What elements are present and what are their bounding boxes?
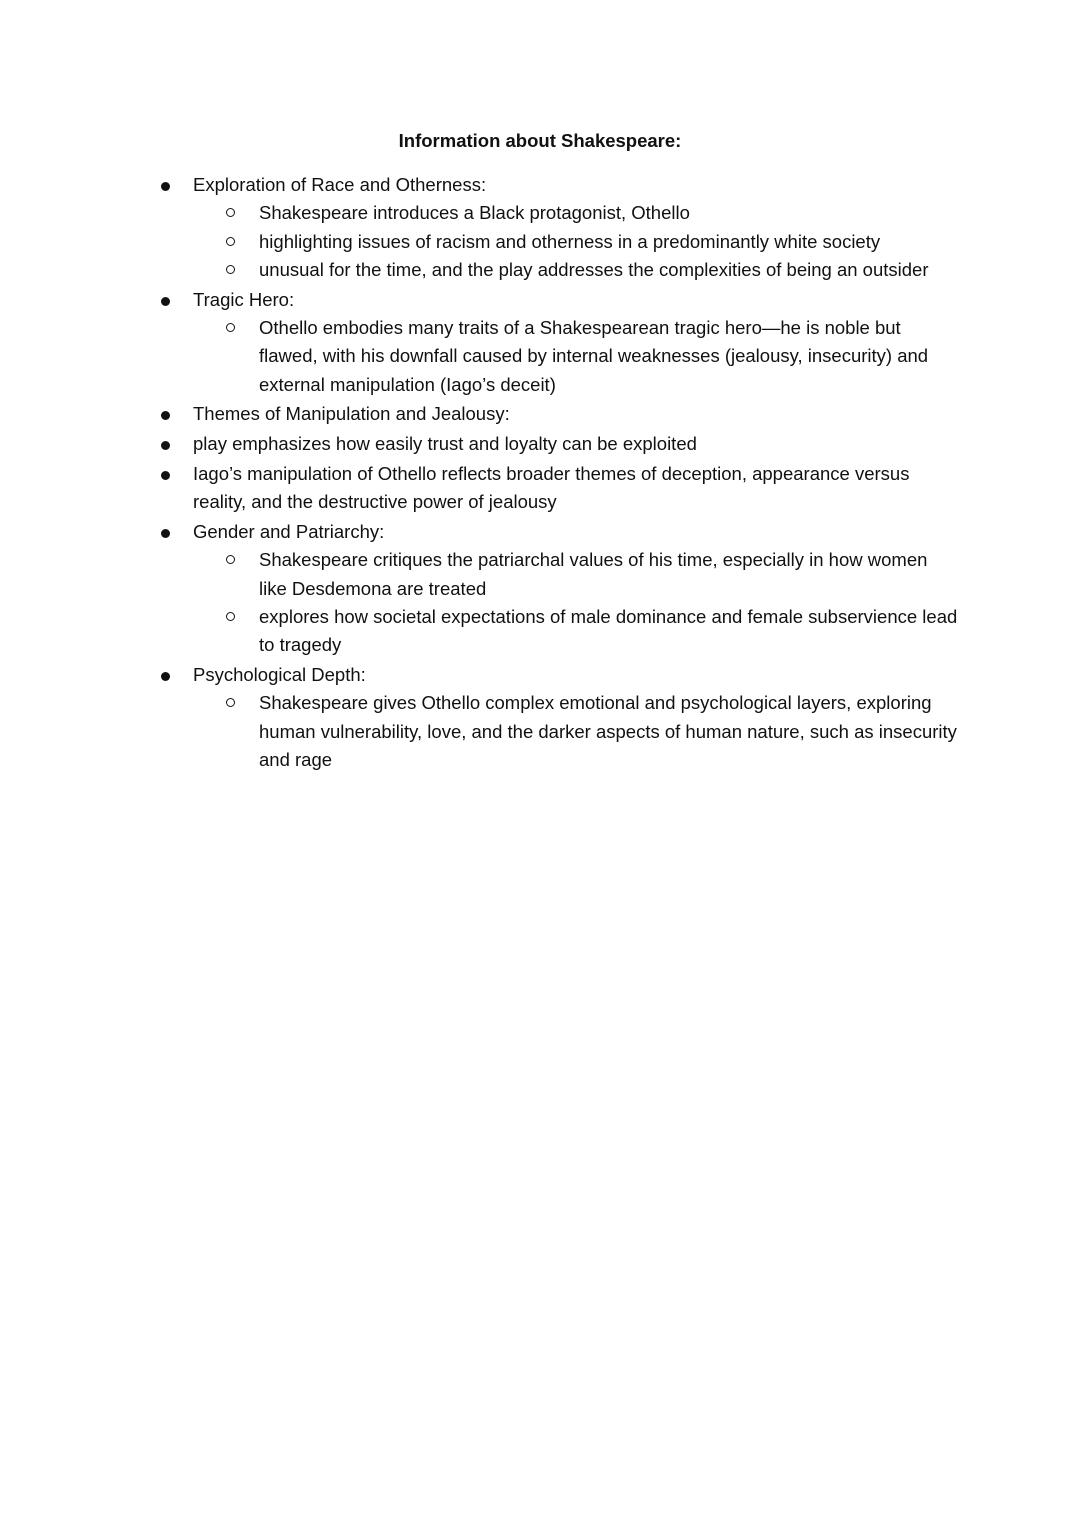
bullet-icon [161,471,170,480]
sub-list-item-text: Shakespeare introduces a Black protagonist, Othello [259,202,690,224]
list-item [0,171,963,284]
hollow-circle-bullet-icon [226,612,235,621]
sub-list-item-text: Shakespeare critiques the patriarchal values of his time, especially in how women like Desdemona are treated [259,549,928,599]
hollow-circle-bullet-icon [226,237,235,246]
list-item-text: Iago’s manipulation of Othello reflects broader themes of deception, appearance versus reality, and the destructive power of jealousy [193,462,910,513]
sub-list-item [0,256,959,284]
bullet-icon [161,441,170,450]
sub-list-item [0,199,959,227]
bullet-icon [161,529,170,538]
sub-list-item [0,228,959,256]
hollow-circle-bullet-icon [226,323,235,332]
sub-list-item [0,314,959,399]
bullet-list [0,171,1080,776]
list-item-text: play emphasizes how easily trust and loyalty can be exploited [193,433,697,455]
list-item-text: Psychological Depth: [193,664,366,686]
list-item-text: Tragic Hero: [193,288,295,310]
sub-list-item-text: highlighting issues of racism and otherness in a predominantly white society [259,230,881,252]
list-item-text: Exploration of Race and Otherness: [193,174,487,195]
list-item [0,661,963,774]
list-item [0,460,963,517]
sub-list-item-text: unusual for the time, and the play addresses the complexities of being an outsider [259,258,929,280]
sub-list-item-text: explores how societal expectations of male dominance and female subservience lead to tragedy [259,605,958,656]
list-item-text: Gender and Patriarchy: [193,521,385,543]
sub-list-item [0,603,959,660]
list-item-text: Themes of Manipulation and Jealousy: [193,403,510,425]
bullet-icon [161,182,170,191]
sub-list-item [0,689,959,774]
hollow-circle-bullet-icon [226,698,235,707]
bullet-icon [161,297,170,306]
sub-list [193,546,963,659]
hollow-circle-bullet-icon [226,555,235,564]
list-item [0,286,963,399]
sub-list-item-text: Othello embodies many traits of a Shakespearean tragic hero—he is noble but flawed, with his downfall caused by internal weaknesses (jealousy, insecurity) and external manipulation (Iago’s deceit) [259,316,929,395]
sub-list [193,689,963,774]
bullet-icon [161,411,170,420]
hollow-circle-bullet-icon [226,265,235,274]
list-item [0,430,963,458]
list-item [0,400,963,428]
hollow-circle-bullet-icon [226,208,235,217]
sub-list-item [0,546,959,603]
list-item [0,518,963,659]
document-title: Information about Shakespeare: [398,130,682,151]
sub-list [193,314,963,399]
sub-list-item-text: Shakespeare gives Othello complex emotional and psychological layers, exploring human vulnerability, love, and the darker aspects of human nature, such as insecurity and rage [259,692,957,770]
bullet-icon [161,672,170,681]
sub-list [193,199,963,284]
